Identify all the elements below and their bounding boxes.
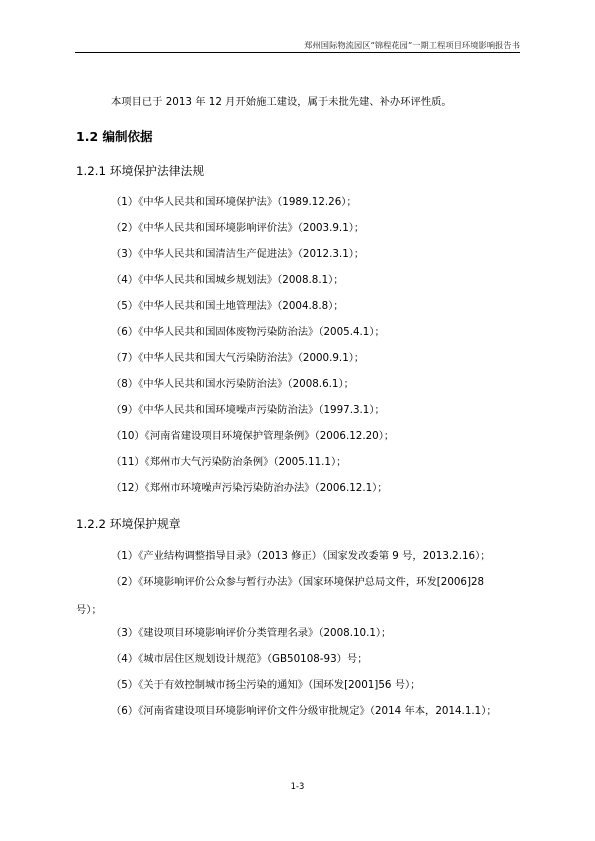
regulation-list-item: （3）《建设项目环境影响评价分类管理名录》（2008.10.1）； [111,627,392,639]
law-list-item: （12）《郑州市环境噪声污染污染防治办法》（2006.12.1）； [111,482,388,494]
law-list-item: （9）《中华人民共和国环境噪声污染防治法》（1997.3.1）； [111,404,385,416]
regulation-list-item-continuation: 号）； [76,604,102,616]
law-list-item: （11）《郑州市大气污染防治条例》（2005.11.1）； [111,456,347,468]
law-list-item: （4）《中华人民共和国城乡规划法》（2008.8.1）； [111,274,344,286]
law-list-item: （8）《中华人民共和国水污染防治法》（2008.6.1）； [111,378,354,390]
intro-paragraph: 本项目已于 2013 年 12 月开始施工建设，属于未批先建、补办环评性质。 [111,96,452,108]
law-list-item: （7）《中华人民共和国大气污染防治法》（2000.9.1）； [111,352,365,364]
page-number: 1-3 [290,781,305,791]
law-list-item: （10）《河南省建设项目环境保护管理条例》（2006.12.20）； [111,430,395,442]
section-heading-1-2-2: 1.2.2 环境保护规章 [76,517,181,531]
section-heading-1-2: 1.2 编制依据 [76,129,153,144]
regulation-list-item: （5）《关于有效控制城市扬尘污染的通知》（国环发[2001]56 号）； [111,679,421,691]
regulation-list-item: （4）《城市居住区规划设计规范》（GB50108-93）号； [111,653,368,665]
law-list-item: （5）《中华人民共和国土地管理法》（2004.8.8）； [111,300,344,312]
page-header: 郑州国际物流园区“锦程花园”一期工程项目环境影响报告书 [304,40,520,50]
regulation-list-item: （6）《河南省建设项目环境影响评价文件分级审批规定》（2014 年本，2014.1.1）； [111,705,497,717]
law-list-item: （3）《中华人民共和国清洁生产促进法》（2012.3.1）； [111,248,365,260]
law-list-item: （1）《中华人民共和国环境保护法》（1989.12.26）； [111,196,357,208]
regulation-list-item: （2）《环境影响评价公众参与暂行办法》（国家环境保护总局文件，环发[2006]28 [111,576,485,588]
law-list-item: （2）《中华人民共和国环境影响评价法》（2003.9.1）； [111,222,365,234]
section-heading-1-2-1: 1.2.1 环境保护法律法规 [76,164,205,178]
law-list-item: （6）《中华人民共和国固体废物污染防治法》（2005.4.1）； [111,326,385,338]
regulation-list-item: （1）《产业结构调整指导目录》（2013 修正）（国家发改委第 9 号，2013.2.16）； [111,550,491,562]
header-divider [75,52,520,53]
